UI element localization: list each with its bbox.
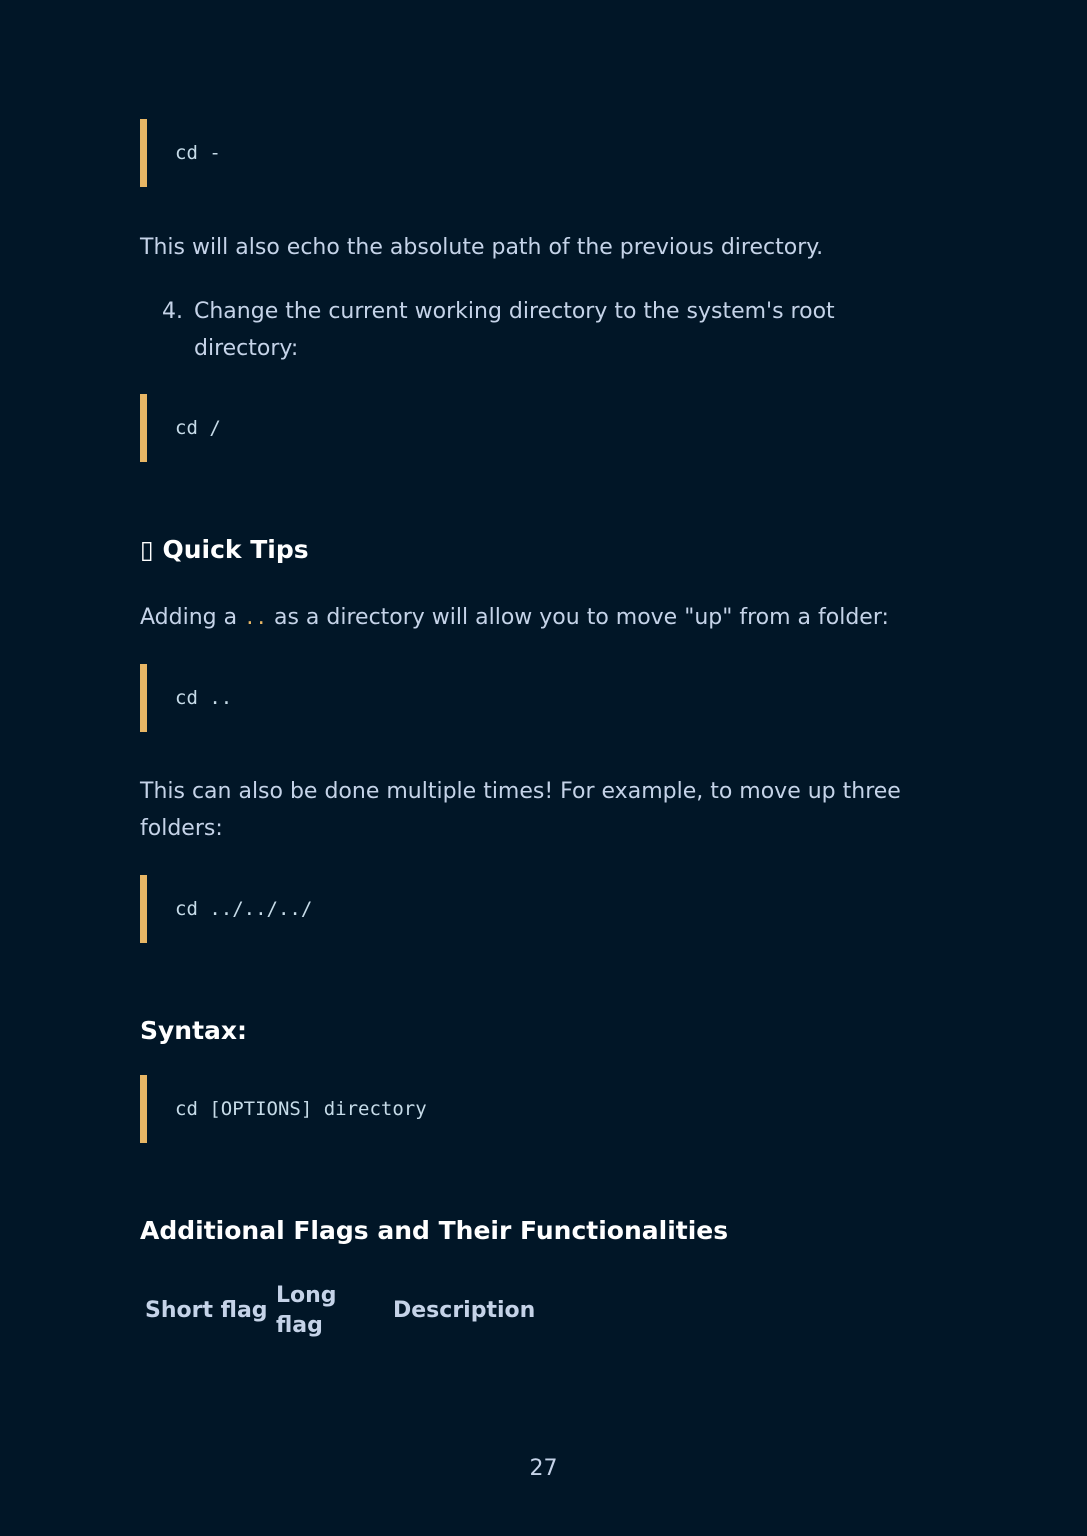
quick-tips-heading <box>140 535 309 564</box>
quick-tips-title: Quick Tips <box>162 535 309 564</box>
header-long-line2: flag <box>276 1313 323 1338</box>
code-block-syntax <box>140 1075 900 1143</box>
flags-heading: Additional Flags and Their Functionalities <box>140 1216 729 1245</box>
header-short-flag: Short flag <box>145 1298 268 1323</box>
text: Adding a <box>140 605 245 630</box>
paragraph-previous-dir: This will also echo the absolute path of the previous directory. <box>140 235 824 260</box>
list-item-text-line2: directory: <box>194 336 299 361</box>
code-block-cd-up <box>140 664 900 732</box>
list-item-text-line1: Change the current working directory to the system's root <box>194 299 835 324</box>
code-text: cd .. <box>175 687 233 709</box>
text: as a directory will allow you to move "up" from a folder: <box>266 605 889 630</box>
header-long-line1: Long <box>276 1283 337 1308</box>
page-number: 27 <box>529 1456 558 1481</box>
paragraph-multiple-line1: This can also be done multiple times! For example, to move up three <box>140 779 901 804</box>
code-text: cd / <box>175 417 221 439</box>
paragraph-adding-dotdot <box>140 599 889 637</box>
code-block-cd-up-three <box>140 875 900 943</box>
missing-glyph-icon: ▯ <box>140 535 154 564</box>
header-description: Description <box>393 1298 536 1323</box>
code-text: cd - <box>175 142 221 164</box>
code-block-cd-root <box>140 394 900 462</box>
code-text: cd [OPTIONS] directory <box>175 1098 427 1120</box>
code-text: cd ../../../ <box>175 898 313 920</box>
header-long-flag <box>276 1281 337 1341</box>
inline-code-dotdot: .. <box>244 607 267 629</box>
code-block-cd-dash <box>140 119 900 187</box>
paragraph-multiple-line2: folders: <box>140 816 223 841</box>
syntax-heading: Syntax: <box>140 1016 248 1045</box>
list-item-number: 4. <box>162 299 183 324</box>
